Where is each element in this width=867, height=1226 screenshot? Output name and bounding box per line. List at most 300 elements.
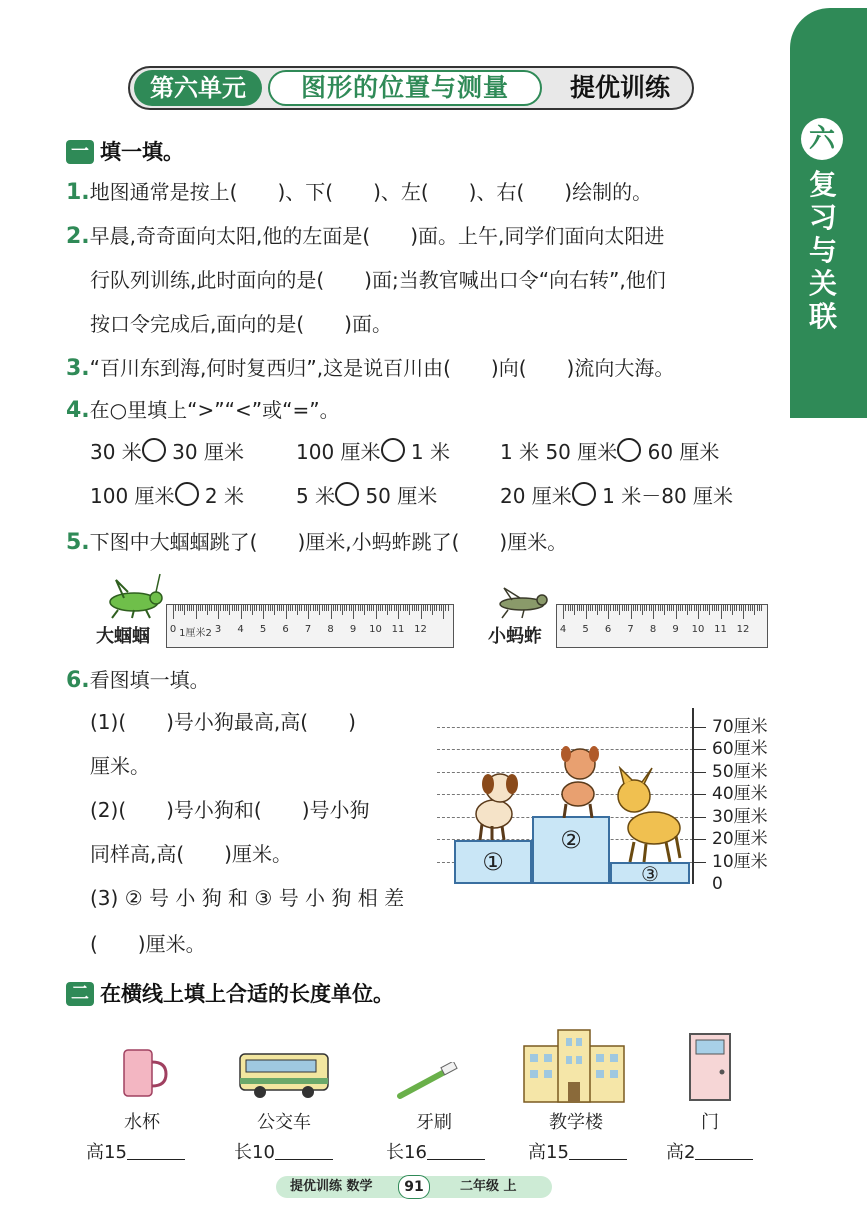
ruler-label: 9 <box>672 624 679 635</box>
podium-3: ③ <box>610 862 690 884</box>
dog-3-icon <box>610 766 690 866</box>
ruler-tick <box>730 605 731 611</box>
ruler-tick <box>595 605 596 611</box>
ruler-tick <box>703 605 704 611</box>
ruler-tick <box>592 605 593 611</box>
bus-icon <box>238 1050 332 1100</box>
ruler-tick <box>349 605 350 611</box>
ruler-label: 8 <box>327 624 334 635</box>
ruler-tick <box>637 605 638 611</box>
ruler-tick <box>205 605 206 611</box>
ruler-tick <box>193 605 194 611</box>
ruler-tick <box>182 605 183 611</box>
chart-tick <box>692 749 706 750</box>
ruler-tick <box>189 605 190 611</box>
ruler-tick <box>331 605 332 619</box>
ruler-tick <box>714 605 715 611</box>
ruler-label: 11 <box>714 624 727 635</box>
y-axis-label: 70厘米 <box>712 716 768 737</box>
section2-badge: 二 <box>66 982 94 1006</box>
item-name-bus: 公交车 <box>257 1112 311 1133</box>
ruler-tick <box>380 605 381 611</box>
ruler-tick <box>653 605 654 619</box>
ruler-tick <box>676 605 677 619</box>
y-axis-label: 20厘米 <box>712 829 768 849</box>
ruler-tick <box>439 605 440 611</box>
compare-item: 5 米 50 厘米 <box>296 484 438 508</box>
question-4: 4.在○里填上“>”“<”或“=”。 <box>66 398 340 423</box>
ruler-tick <box>761 605 762 611</box>
ruler-tick <box>601 605 602 611</box>
ruler-tick <box>326 605 327 611</box>
ruler-tick <box>586 605 587 619</box>
ruler-tick <box>243 605 244 611</box>
ruler-tick <box>624 605 625 611</box>
ruler-label: 11 <box>391 624 405 635</box>
ruler-tick <box>391 605 392 611</box>
question-1: 1.地图通常是按上( )、下( )、左( )、右( )绘制的。 <box>66 180 653 205</box>
ruler-tick <box>229 605 230 615</box>
ruler-tick <box>254 605 255 611</box>
ruler-tick <box>754 605 755 615</box>
ruler-label: 12 <box>414 624 427 635</box>
ruler-tick <box>196 605 197 619</box>
question-3: 3.“百川东到海,何时复西归”,这是说百川由( )向( )流向大海。 <box>66 356 675 381</box>
ruler-tick <box>696 605 697 611</box>
ruler-tick <box>310 605 311 611</box>
ruler-tick <box>725 605 726 611</box>
ruler-tick <box>651 605 652 611</box>
ruler-tick <box>626 605 627 611</box>
blank-cup: 高15 <box>86 1138 185 1164</box>
item-name-toothbrush: 牙刷 <box>416 1112 452 1133</box>
chart-axis <box>692 708 694 884</box>
topic-label: 图形的位置与测量 <box>268 70 542 106</box>
ruler-label: 10 <box>691 624 705 635</box>
question-6: 6.看图填一填。 <box>66 668 210 693</box>
ruler-label: 8 <box>649 624 657 635</box>
side-tab-number: 六 <box>801 118 843 160</box>
ruler-tick <box>223 605 224 611</box>
ruler-tick <box>376 605 377 619</box>
item-name-cup: 水杯 <box>124 1112 160 1133</box>
compare-item: 20 厘米 1 米－80 厘米 <box>500 484 734 508</box>
ruler-tick <box>655 605 656 611</box>
ruler-tick <box>301 605 302 611</box>
ruler-tick <box>227 605 228 611</box>
footer-left: 提优训练 数学 <box>290 1179 373 1194</box>
question-2-line1: 2.早晨,奇奇面向太阳,他的左面是( )面。上午,同学们面向太阳进 <box>66 224 665 249</box>
ruler-tick <box>184 605 185 615</box>
blank-door: 高2 <box>666 1138 753 1164</box>
ruler-tick <box>667 605 668 611</box>
ruler-tick <box>396 605 397 611</box>
compare-circle[interactable] <box>381 438 405 462</box>
ruler-label: 1厘米2 <box>179 628 212 639</box>
dog-1-icon <box>466 768 524 842</box>
ruler-tick <box>430 605 431 611</box>
ruler-tick <box>640 605 641 611</box>
ruler-tick <box>234 605 235 611</box>
ruler-tick <box>680 605 681 611</box>
ruler-tick <box>709 605 710 615</box>
ruler-tick <box>337 605 338 611</box>
ruler-tick <box>245 605 246 611</box>
ruler-tick <box>328 605 329 611</box>
ruler-tick <box>425 605 426 611</box>
blank-building: 高15 <box>528 1138 627 1164</box>
question-2-line2: 行队列训练,此时面向的是( )面;当教官喊出口令“向右转”,他们 <box>90 268 666 292</box>
chart-tick <box>692 772 706 773</box>
compare-item: 1 米 50 厘米 60 厘米 <box>500 440 720 464</box>
ruler-tick <box>658 605 659 611</box>
ruler-tick <box>565 605 566 611</box>
compare-item: 30 米 30 厘米 <box>90 440 244 464</box>
q6-part1a: (1)( )号小狗最高,高( ) <box>90 710 356 734</box>
ruler-tick <box>265 605 266 611</box>
compare-item: 100 厘米 1 米 <box>296 440 450 464</box>
ruler-tick <box>707 605 708 611</box>
ruler-tick <box>694 605 695 611</box>
ruler-tick <box>367 605 368 611</box>
ruler-tick <box>232 605 233 611</box>
q6-part3a: (3) ② 号 小 狗 和 ③ 号 小 狗 相 差 <box>90 886 405 910</box>
ruler-tick <box>319 605 320 615</box>
ruler-tick <box>734 605 735 611</box>
ruler-tick <box>252 605 253 615</box>
chart-tick <box>692 839 706 840</box>
ruler-tick <box>279 605 280 611</box>
ruler-tick <box>398 605 399 619</box>
y-axis-label: 0 <box>712 874 723 894</box>
ruler-tick <box>597 605 598 615</box>
side-tab-text: 复习与关联 <box>808 168 837 333</box>
ruler-tick <box>299 605 300 611</box>
ruler-tick <box>727 605 728 611</box>
ruler-tick <box>315 605 316 611</box>
ruler-tick <box>173 605 174 619</box>
ruler-tick <box>664 605 665 615</box>
ruler-tick <box>400 605 401 611</box>
ruler-label: 7 <box>304 624 312 635</box>
compare-item: 100 厘米 2 米 <box>90 484 244 508</box>
ruler-label: 3 <box>214 624 222 635</box>
ruler-tick <box>261 605 262 611</box>
ruler-tick <box>351 605 352 611</box>
ruler-tick <box>752 605 753 611</box>
ruler-tick <box>220 605 221 611</box>
ruler-tick <box>606 605 607 611</box>
ruler-tick <box>445 605 446 611</box>
answer-blank[interactable] <box>569 1141 627 1160</box>
ruler-tick <box>286 605 287 619</box>
ruler-tick <box>750 605 751 611</box>
ruler-tick <box>297 605 298 615</box>
podium-2: ② <box>532 816 610 884</box>
ruler-tick <box>691 605 692 611</box>
ruler-tick <box>283 605 284 611</box>
ruler-tick <box>748 605 749 611</box>
compare-circle[interactable] <box>617 438 641 462</box>
ruler-tick <box>646 605 647 611</box>
ruler-tick <box>673 605 674 611</box>
ruler-tick <box>403 605 404 611</box>
locust-icon <box>494 584 552 620</box>
ruler-tick <box>568 605 569 611</box>
chart-tick <box>692 817 706 818</box>
ruler-tick <box>732 605 733 615</box>
ruler-tick <box>705 605 706 611</box>
ruler-tick <box>200 605 201 611</box>
ruler-tick <box>427 605 428 611</box>
ruler-tick <box>355 605 356 611</box>
ruler-tick <box>619 605 620 615</box>
ruler-label: 4 <box>237 624 244 635</box>
ruler-tick <box>175 605 176 611</box>
ruler-tick <box>588 605 589 611</box>
chart-tick <box>692 794 706 795</box>
ruler-tick <box>373 605 374 611</box>
grasshopper-icon <box>104 570 164 620</box>
footer-bar <box>276 1176 552 1198</box>
ruler-tick <box>353 605 354 619</box>
ruler-tick <box>570 605 571 611</box>
podium-1: ① <box>454 840 532 884</box>
ruler-label: 12 <box>736 624 750 635</box>
answer-blank[interactable] <box>127 1141 185 1160</box>
chart-tick <box>692 727 706 728</box>
y-axis-label: 40厘米 <box>712 784 768 804</box>
ruler-tick <box>342 605 343 615</box>
page-number: 91 <box>398 1175 430 1199</box>
compare-circle[interactable] <box>572 482 596 506</box>
ruler-tick <box>238 605 239 611</box>
ruler-tick <box>236 605 237 611</box>
ruler-tick <box>268 605 269 611</box>
ruler-tick <box>436 605 437 611</box>
ruler-tick <box>698 605 699 619</box>
ruler-tick <box>432 605 433 615</box>
ruler-label: 5 <box>582 624 589 635</box>
ruler-tick <box>412 605 413 611</box>
training-label: 提优训练 <box>569 73 670 102</box>
ruler-tick <box>599 605 600 611</box>
dog-2-icon <box>552 744 604 818</box>
answer-blank[interactable] <box>427 1141 485 1160</box>
ruler-tick <box>590 605 591 611</box>
ruler-tick <box>409 605 410 615</box>
ruler-tick <box>608 605 609 619</box>
ruler-tick <box>250 605 251 611</box>
ruler-tick <box>207 605 208 615</box>
ruler-tick <box>579 605 580 611</box>
ruler-tick <box>644 605 645 611</box>
ruler-2 <box>556 604 768 648</box>
chart-gridline <box>437 727 693 728</box>
ruler-tick <box>369 605 370 611</box>
section1-badge: 一 <box>66 140 94 164</box>
ruler-label: 9 <box>349 624 357 635</box>
ruler-tick <box>187 605 188 611</box>
ruler-tick <box>385 605 386 611</box>
ruler-label: 6 <box>604 624 612 635</box>
ruler-tick <box>198 605 199 611</box>
ruler-tick <box>324 605 325 611</box>
ruler-tick <box>563 605 564 619</box>
ruler-label: 0 <box>169 624 177 635</box>
ruler-tick <box>360 605 361 611</box>
question-2-line3: 按口令完成后,面向的是( )面。 <box>90 312 392 336</box>
ruler-tick <box>577 605 578 611</box>
ruler-tick <box>700 605 701 611</box>
ruler-tick <box>615 605 616 611</box>
ruler-tick <box>295 605 296 611</box>
ruler-tick <box>322 605 323 611</box>
ruler-tick <box>642 605 643 615</box>
ruler-label: 5 <box>259 624 267 635</box>
ruler-tick <box>387 605 388 615</box>
ruler-tick <box>689 605 690 611</box>
ruler-tick <box>247 605 248 611</box>
ruler-tick <box>617 605 618 611</box>
ruler-tick <box>741 605 742 611</box>
ruler-tick <box>241 605 242 619</box>
ruler-tick <box>572 605 573 611</box>
ruler-tick <box>225 605 226 611</box>
ruler-tick <box>745 605 746 611</box>
footer-right: 二年级 上 <box>460 1179 517 1194</box>
ruler-tick <box>281 605 282 611</box>
ruler-tick <box>272 605 273 611</box>
ruler-tick <box>358 605 359 611</box>
ruler-label: 7 <box>627 624 634 635</box>
ruler-tick <box>721 605 722 619</box>
ruler-tick <box>736 605 737 611</box>
ruler-tick <box>178 605 179 611</box>
q6-part2a: (2)( )号小狗和( )号小狗 <box>90 798 370 822</box>
ruler-tick <box>378 605 379 611</box>
answer-blank[interactable] <box>695 1141 753 1160</box>
y-axis-label: 10厘米 <box>712 851 768 872</box>
ruler-tick <box>346 605 347 611</box>
compare-circle[interactable] <box>335 482 359 506</box>
ruler-tick <box>613 605 614 611</box>
ruler-tick <box>759 605 760 611</box>
ruler-tick <box>405 605 406 611</box>
ruler-tick <box>414 605 415 611</box>
ruler-tick <box>671 605 672 611</box>
ruler-tick <box>202 605 203 611</box>
compare-circle[interactable] <box>142 438 166 462</box>
compare-circle[interactable] <box>175 482 199 506</box>
ruler-tick <box>308 605 309 619</box>
ruler-tick <box>441 605 442 611</box>
ruler-tick <box>739 605 740 611</box>
ruler-tick <box>306 605 307 611</box>
ruler-tick <box>622 605 623 611</box>
ruler-tick <box>389 605 390 611</box>
ruler-tick <box>214 605 215 611</box>
blank-bus: 长10 <box>234 1138 333 1164</box>
ruler-tick <box>209 605 210 611</box>
ruler-tick <box>718 605 719 611</box>
big-grasshopper-label: 大蝈蝈 <box>96 626 150 647</box>
ruler-label: 4 <box>559 624 567 635</box>
ruler-tick <box>757 605 758 611</box>
ruler-tick <box>610 605 611 611</box>
ruler-label: 6 <box>282 624 289 635</box>
unit-label: 第六单元 <box>134 70 262 106</box>
ruler-tick <box>216 605 217 611</box>
door-icon <box>688 1032 732 1102</box>
ruler-tick <box>678 605 679 611</box>
ruler-tick <box>191 605 192 611</box>
small-grasshopper-label: 小蚂蚱 <box>488 626 542 647</box>
blank-toothbrush: 长16 <box>386 1138 485 1164</box>
y-axis-label: 30厘米 <box>712 806 768 827</box>
ruler-tick <box>743 605 744 619</box>
ruler-tick <box>723 605 724 611</box>
building-icon <box>520 1026 628 1104</box>
section1-title: 填一填。 <box>100 140 184 164</box>
ruler-tick <box>313 605 314 611</box>
ruler-tick <box>581 605 582 611</box>
ruler-tick <box>304 605 305 611</box>
q6-part2b: 同样高,高( )厘米。 <box>90 842 292 866</box>
ruler-tick <box>716 605 717 611</box>
ruler-tick <box>633 605 634 611</box>
item-name-door: 门 <box>701 1112 719 1133</box>
ruler-tick <box>394 605 395 611</box>
answer-blank[interactable] <box>275 1141 333 1160</box>
section2-title: 在横线上填上合适的长度单位。 <box>100 982 394 1006</box>
item-name-building: 教学楼 <box>549 1112 603 1133</box>
ruler-tick <box>649 605 650 611</box>
ruler-tick <box>660 605 661 611</box>
ruler-tick <box>687 605 688 615</box>
ruler-tick <box>712 605 713 611</box>
ruler-tick <box>407 605 408 611</box>
ruler-tick <box>685 605 686 611</box>
ruler-tick <box>434 605 435 611</box>
ruler-tick <box>628 605 629 611</box>
ruler-tick <box>259 605 260 611</box>
ruler-tick <box>277 605 278 611</box>
ruler-tick <box>292 605 293 611</box>
ruler-tick <box>362 605 363 611</box>
ruler-tick <box>335 605 336 611</box>
ruler-tick <box>574 605 575 615</box>
ruler-tick <box>333 605 334 611</box>
ruler-tick <box>662 605 663 611</box>
ruler-tick <box>382 605 383 611</box>
ruler-tick <box>256 605 257 611</box>
ruler-tick <box>604 605 605 611</box>
ruler-tick <box>416 605 417 611</box>
ruler-tick <box>290 605 291 611</box>
ruler-tick <box>421 605 422 619</box>
cup-icon <box>120 1048 168 1100</box>
question-5: 5.下图中大蝈蝈跳了( )厘米,小蚂蚱跳了( )厘米。 <box>66 530 568 555</box>
ruler-tick <box>418 605 419 611</box>
ruler-tick <box>448 605 449 611</box>
ruler-tick <box>288 605 289 611</box>
ruler-tick <box>344 605 345 611</box>
ruler-tick <box>631 605 632 619</box>
ruler-tick <box>218 605 219 619</box>
q6-part1b: 厘米。 <box>90 754 150 778</box>
ruler-tick <box>371 605 372 611</box>
